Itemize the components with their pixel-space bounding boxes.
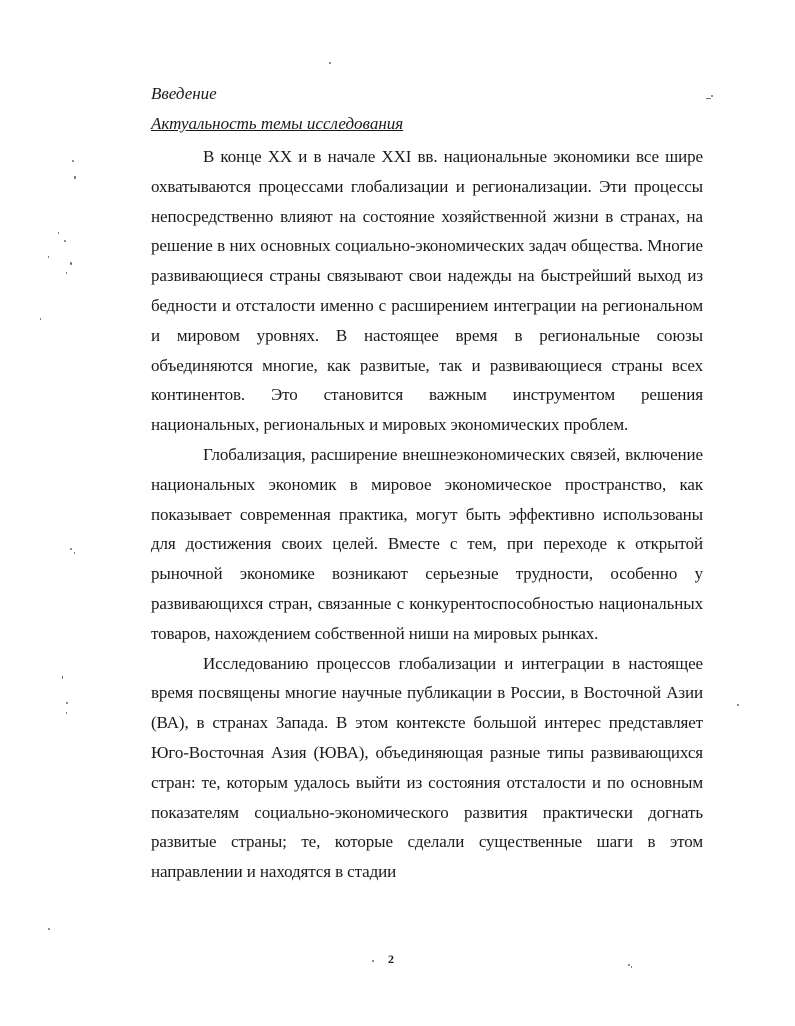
section-heading: Введение: [151, 84, 217, 103]
paragraph-2: Глобализация, расширение внешнеэкономических связей, включение национальных экономик в мировое экономическое пространство, как показывает современная практика, могут быть эффективно использованы для достижения своих целей. Вместе с тем, при переходе к открытой рыночной экономике возникают серьезные трудности, особенно у развивающихся стран, связанные с конкурентоспособностью национальных товаров, нахождением собственной ниши на мировых рынках.: [151, 444, 703, 643]
body-text: [151, 142, 703, 887]
section-subheading: Актуальность темы исследования: [151, 114, 404, 133]
page-number: 2: [388, 952, 394, 966]
paragraph-3: Исследованию процессов глобализации и интеграции в настоящее время посвящены многие научные публикации в России, в Восточной Азии (ВА), в странах Запада. В этом контексте большой интерес представляет Юго-Восточная Азия (ЮВА), объединяющая разные типы развивающихся стран: те, которым удалось выйти из состояния отсталости и по основным показателям социально-экономического развития практически догнать развитые страны; те, которые сделали существенные шаги в этом направлении и находятся в стадии: [151, 653, 703, 882]
paragraph-1: В конце XX и в начале XXI вв. национальные экономики все шире охватываются процессами глобализации и регионализации. Эти процессы непосредственно влияют на состояние хозяйственной жизни в странах, на решение в них основных социально-экономических задач общества. Многие развивающиеся страны связывают свои надежды на быстрейший выход из бедности и отсталости именно с расширением интеграции на региональном и мировом уровнях. В настоящее время в региональные союзы объединяются многие, как развитые, так и развивающиеся страны всех континентов. Это становится важным инструментом решения национальных, региональных и мировых экономических проблем.: [151, 147, 703, 435]
